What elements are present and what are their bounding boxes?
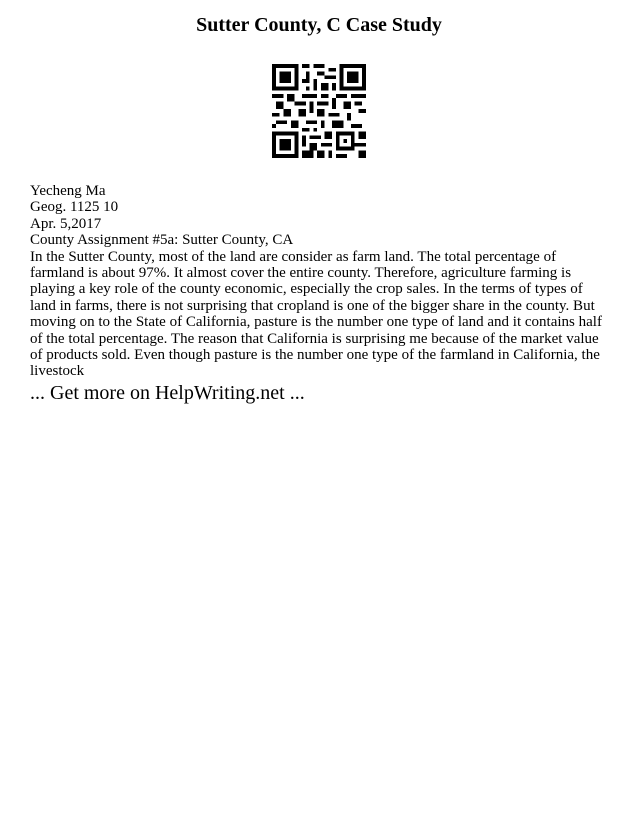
document-date: Apr. 5,2017 (30, 215, 102, 232)
qr-code-icon (272, 64, 366, 158)
author-name: Yecheng Ma (30, 183, 106, 199)
assignment-title: County Assignment #5a: Sutter County, CA (30, 232, 294, 249)
course-code: Geog. 1125 10 (30, 199, 119, 216)
document-body (30, 183, 610, 380)
body-paragraph: In the Sutter County, most of the land are consider as farm land. The total percentage of farmland is about 97%. It almost cover the entire county. Therefore, agriculture farming is playing a key role of the county economic, especially the crop sales. In the terms of types of land in farms, there is not surprising that cropland is one of the bigger share in the county. But moving on to the State of California, pasture is the number one type of land and it contains half of the total percentage. The reason that California is surprising me because of the market value of products sold. Even though pasture is the number one type of the farmland in California, the livestock (30, 248, 602, 380)
get-more-link[interactable]: ... Get more on HelpWriting.net ... (30, 382, 305, 404)
page-title: Sutter County, C Case Study (196, 14, 442, 36)
